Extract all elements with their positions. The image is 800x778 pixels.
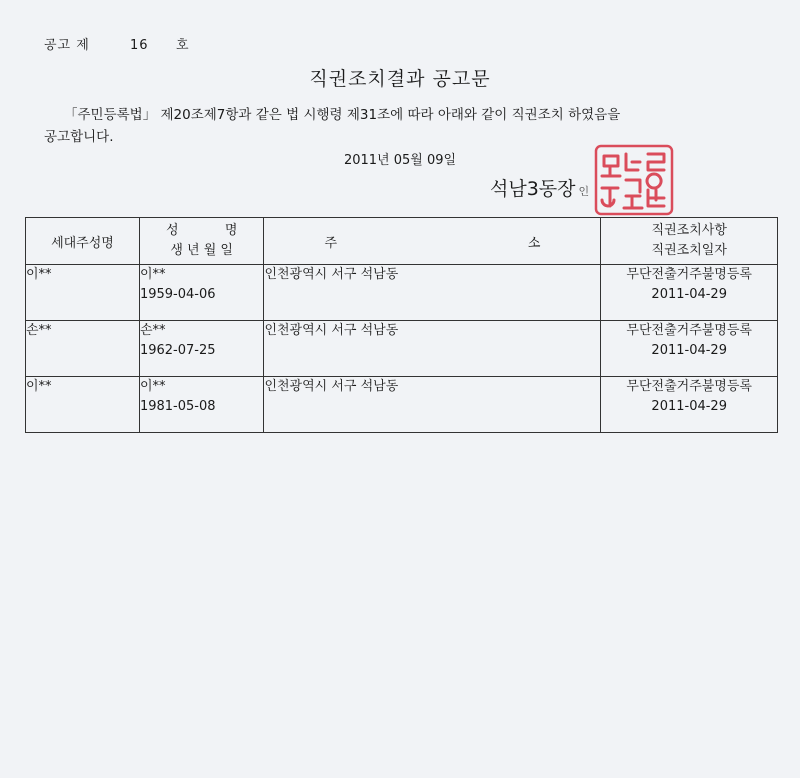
cell-name: 손** [139,323,166,338]
cell-name-birthdate [139,321,264,377]
cell-birthdate: 1981-05-08 [139,399,216,414]
header-name-birthdate [139,218,264,265]
header-action-date-label: 직권조치일자 [651,243,727,258]
official-seal-stamp [590,142,678,218]
table-row [26,321,778,377]
cell-action-date: 2011-04-29 [651,343,727,358]
cell-name-birthdate [139,265,264,321]
table-header-row [26,218,778,265]
issuer-name: 석남3동장 [490,178,576,200]
header-address-part-1: 주 [324,235,337,251]
cell-address: 인천광역시 서구 석남동 [264,265,601,321]
notice-label: 공고 제 [44,38,90,53]
header-address-label [264,232,600,251]
cell-action [601,377,778,433]
header-name [140,221,264,241]
header-householder [26,218,140,265]
cell-action-type: 무단전출거주불명등록 [626,323,752,338]
cell-householder: 이** [26,265,140,321]
cell-action-date: 2011-04-29 [651,399,727,414]
header-name-part-2: 명 [224,223,238,238]
header-birthdate: 생 년 월 일 [170,243,233,258]
header-householder-label: 세대주성명 [51,235,114,251]
cell-action-type: 무단전출거주불명등록 [626,267,752,282]
notice-body-line-2: 공고합니다. [44,129,114,145]
table-row [26,377,778,433]
cell-address: 인천광역시 서구 석남동 [264,377,601,433]
cell-householder: 손** [26,321,140,377]
cell-name: 이** [139,267,166,282]
cell-name-birthdate [139,377,264,433]
notice-number [44,34,190,53]
seal-mark-label: 인 [578,185,590,198]
issue-date: 2011년 05월 09일 [343,153,457,168]
header-address-part-2: 소 [527,235,541,251]
cell-action-date: 2011-04-29 [651,287,727,302]
cell-action [601,321,778,377]
cell-action [601,265,778,321]
cell-action-type: 무단전출거주불명등록 [626,379,752,394]
header-name-part-1: 성 [165,223,179,238]
table-row [26,265,778,321]
issuer [490,174,589,201]
cell-address: 인천광역시 서구 석남동 [264,321,601,377]
cell-householder: 이** [26,377,140,433]
cell-name: 이** [139,379,166,394]
notice-suffix: 호 [176,38,190,53]
header-action [601,218,778,265]
document-title: 직권조치결과 공고문 [309,68,491,90]
notice-body-line-1: 「주민등록법」 제20조제7항과 같은 법 시행령 제31조에 따라 아래와 같이 직권조치 하였음을 [64,107,621,123]
cell-birthdate: 1962-07-25 [139,343,216,358]
header-address [264,218,601,265]
cell-birthdate: 1959-04-06 [139,287,216,302]
records-table [25,217,778,433]
header-action-label: 직권조치사항 [651,223,727,238]
notice-value: 16 [130,38,149,53]
